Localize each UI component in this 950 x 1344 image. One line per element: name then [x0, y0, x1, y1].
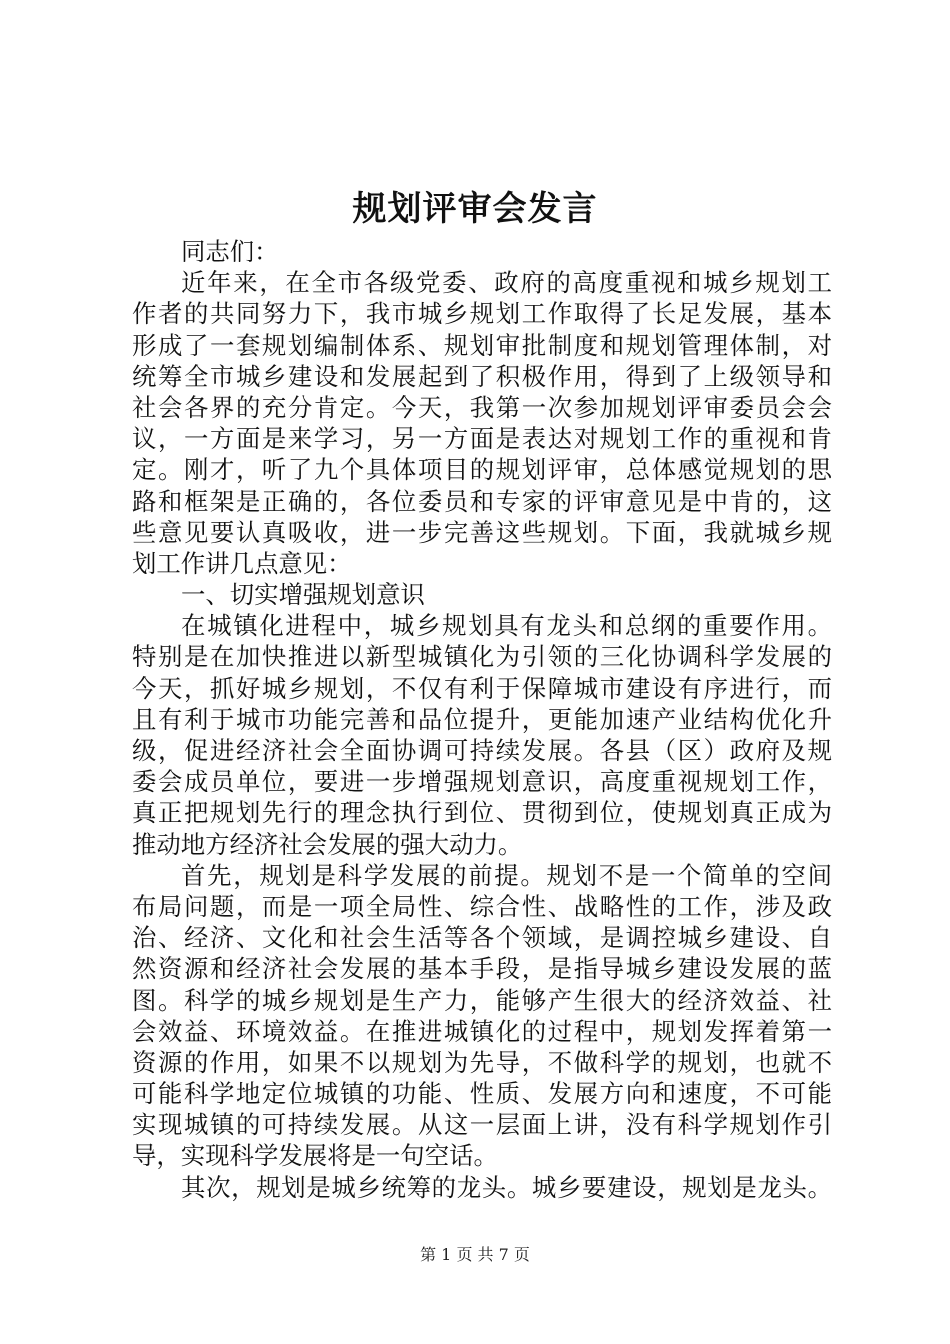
text-line: 且有利于城市功能完善和品位提升，更能加速产业结构优化升 [132, 704, 832, 734]
text-line: 治、经济、文化和社会生活等各个领域，是调控城乡建设、自 [132, 923, 832, 953]
text-line: 资源的作用，如果不以规划为先导，不做科学的规划，也就不 [132, 1047, 832, 1077]
text-line: 级，促进经济社会全面协调可持续发展。各县（区）政府及规 [132, 736, 832, 765]
text-line: 可能科学地定位城镇的功能、性质、发展方向和速度，不可能 [132, 1079, 832, 1109]
text-line: 路和框架是正确的，各位委员和专家的评审意见是中肯的，这 [132, 486, 832, 516]
text-line: 实现城镇的可持续发展。从这一层面上讲，没有科学规划作引 [132, 1110, 832, 1140]
text-line: 一、切实增强规划意识 [181, 580, 425, 610]
text-line: 委会成员单位，要进一步增强规划意识，高度重视规划工作， [132, 767, 832, 797]
text-line: 然资源和经济社会发展的基本手段，是指导城乡建设发展的蓝 [132, 954, 832, 984]
document-body [132, 236, 832, 1203]
text-line: 议，一方面是来学习，另一方面是表达对规划工作的重视和肯 [132, 424, 832, 454]
text-line: 会效益、环境效益。在推进城镇化的过程中，规划发挥着第一 [132, 1016, 832, 1046]
document-title: 规划评审会发言 [352, 189, 598, 229]
page-footer: 第 1 页 共 7 页 [420, 1245, 530, 1264]
text-line: 推动地方经济社会发展的强大动力。 [132, 829, 523, 859]
text-line: 布局问题，而是一项全局性、综合性、战略性的工作，涉及政 [132, 891, 832, 921]
text-line: 其次，规划是城乡统筹的龙头。城乡要建设，规划是龙头。 [181, 1172, 832, 1202]
text-line: 作者的共同努力下，我市城乡规划工作取得了长足发展，基本 [132, 299, 832, 329]
text-line: 今天，抓好城乡规划，不仅有利于保障城市建设有序进行，而 [132, 673, 832, 703]
text-line: 在城镇化进程中，城乡规划具有龙头和总纲的重要作用。 [181, 611, 832, 641]
text-line: 些意见要认真吸收，进一步完善这些规划。下面，我就城乡规 [132, 517, 832, 547]
text-line: 同志们： [181, 237, 279, 266]
text-line: 划工作讲几点意见： [132, 548, 352, 578]
text-line: 真正把规划先行的理念执行到位、贯彻到位，使规划真正成为 [132, 798, 832, 828]
text-line: 定。刚才，听了九个具体项目的规划评审，总体感觉规划的思 [132, 455, 832, 485]
text-line: 图。科学的城乡规划是生产力，能够产生很大的经济效益、社 [132, 985, 832, 1015]
text-line: 统筹全市城乡建设和发展起到了积极作用，得到了上级领导和 [132, 361, 832, 391]
text-line: 导，实现科学发展将是一句空话。 [132, 1141, 498, 1171]
text-line: 形成了一套规划编制体系、规划审批制度和规划管理体制，对 [132, 330, 832, 360]
text-line: 特别是在加快推进以新型城镇化为引领的三化协调科学发展的 [132, 642, 832, 672]
text-line: 近年来，在全市各级党委、政府的高度重视和城乡规划工 [181, 268, 832, 298]
text-line: 首先，规划是科学发展的前提。规划不是一个简单的空间 [181, 860, 832, 890]
text-line: 社会各界的充分肯定。今天，我第一次参加规划评审委员会会 [132, 392, 832, 422]
